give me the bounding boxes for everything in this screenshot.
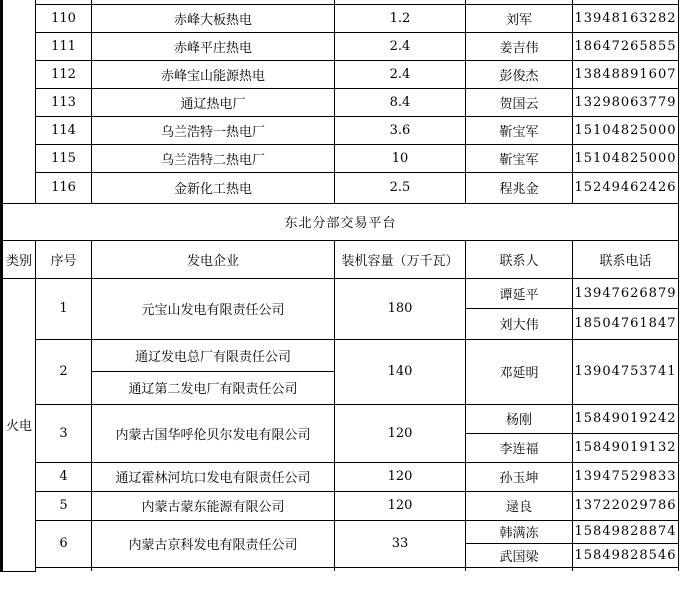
cell-contact[interactable]: 谭延平	[466, 278, 573, 308]
header-contact[interactable]: 联系人	[466, 240, 573, 278]
table-row	[3, 60, 679, 88]
cell-company[interactable]: 乌兰浩特二热电厂	[92, 144, 335, 172]
cell-phone[interactable]: 15849828874	[573, 520, 679, 543]
cell-category-empty[interactable]	[3, 0, 36, 203]
table-row	[3, 144, 679, 172]
cell-contact[interactable]: 靳宝军	[466, 116, 573, 144]
cell-seq[interactable]: 114	[36, 116, 92, 144]
cell-capacity[interactable]: 2.5	[335, 172, 466, 203]
header-company[interactable]: 发电企业	[92, 240, 335, 278]
cell-contact[interactable]: 彭俊杰	[466, 60, 573, 88]
header-capacity[interactable]: 装机容量（万千瓦）	[335, 240, 466, 278]
cell-capacity[interactable]: 180	[335, 278, 466, 339]
cell-partial[interactable]	[36, 567, 92, 571]
table-row	[3, 404, 679, 433]
cell-seq[interactable]: 116	[36, 172, 92, 203]
cell-capacity[interactable]: 33	[335, 520, 466, 567]
cell-partial[interactable]	[573, 567, 679, 571]
cell-company[interactable]: 乌兰浩特一热电厂	[92, 116, 335, 144]
cell-capacity[interactable]: 140	[335, 339, 466, 404]
cell-capacity[interactable]: 3.6	[335, 116, 466, 144]
cell-company[interactable]: 赤峰宝山能源热电	[92, 60, 335, 88]
table-row	[3, 172, 679, 203]
cell-partial[interactable]	[466, 567, 573, 571]
cell-phone[interactable]: 15104825000	[573, 144, 679, 172]
header-row	[3, 240, 679, 278]
cell-seq[interactable]: 111	[36, 32, 92, 60]
cell-phone[interactable]: 15849019132	[573, 433, 679, 462]
cell-company[interactable]: 通辽发电总厂有限责任公司	[92, 339, 335, 371]
cell-seq[interactable]: 4	[36, 462, 92, 491]
cell-capacity[interactable]: 1.2	[335, 4, 466, 32]
cell-company[interactable]: 通辽热电厂	[92, 88, 335, 116]
cell-phone[interactable]: 18647265855	[573, 32, 679, 60]
header-category[interactable]: 类别	[3, 240, 36, 278]
table-row	[3, 278, 679, 308]
cell-company[interactable]: 内蒙古京科发电有限责任公司	[92, 520, 335, 567]
cell-capacity[interactable]: 120	[335, 491, 466, 520]
cell-capacity[interactable]: 2.4	[335, 60, 466, 88]
cell-contact[interactable]: 姜吉伟	[466, 32, 573, 60]
cell-seq[interactable]: 113	[36, 88, 92, 116]
cell-seq[interactable]: 5	[36, 491, 92, 520]
table-row	[3, 32, 679, 60]
cell-company[interactable]: 通辽霍林河坑口发电有限责任公司	[92, 462, 335, 491]
cell-capacity[interactable]: 2.4	[335, 32, 466, 60]
table-row-partial-bottom	[3, 567, 679, 571]
cell-seq[interactable]: 110	[36, 4, 92, 32]
cell-seq[interactable]: 6	[36, 520, 92, 567]
cell-seq[interactable]: 2	[36, 339, 92, 404]
cell-contact[interactable]: 韩满冻	[466, 520, 573, 543]
table-row	[3, 520, 679, 543]
cell-phone[interactable]: 13904753741	[573, 339, 679, 404]
cell-capacity[interactable]: 120	[335, 462, 466, 491]
cell-company[interactable]: 内蒙古国华呼伦贝尔发电有限公司	[92, 404, 335, 462]
power-plant-contact-table	[2, 0, 679, 572]
cell-phone[interactable]: 13947529833	[573, 462, 679, 491]
cell-phone[interactable]: 13948163282	[573, 4, 679, 32]
cell-contact[interactable]: 孙玉坤	[466, 462, 573, 491]
cell-contact[interactable]: 贺国云	[466, 88, 573, 116]
cell-company[interactable]: 内蒙古蒙东能源有限公司	[92, 491, 335, 520]
cell-capacity[interactable]: 10	[335, 144, 466, 172]
cell-company[interactable]: 赤峰大板热电	[92, 4, 335, 32]
cell-company[interactable]: 元宝山发电有限责任公司	[92, 278, 335, 339]
cell-seq[interactable]: 3	[36, 404, 92, 462]
cell-company[interactable]: 赤峰平庄热电	[92, 32, 335, 60]
cell-phone[interactable]: 15849828546	[573, 543, 679, 567]
cell-partial[interactable]	[335, 567, 466, 571]
cell-capacity[interactable]: 120	[335, 404, 466, 462]
cell-phone[interactable]: 15104825000	[573, 116, 679, 144]
cell-capacity[interactable]: 8.4	[335, 88, 466, 116]
cell-category-label[interactable]: 火电	[3, 278, 36, 571]
cell-contact[interactable]: 刘军	[466, 4, 573, 32]
cell-phone[interactable]: 18504761847	[573, 308, 679, 339]
cell-contact[interactable]: 邓延明	[466, 339, 573, 404]
cell-contact[interactable]: 刘大伟	[466, 308, 573, 339]
section-band-row	[3, 203, 679, 240]
cell-phone[interactable]: 15849019242	[573, 404, 679, 433]
table-row	[3, 339, 679, 371]
section-band-title[interactable]: 东北分部交易平台	[3, 203, 679, 240]
cell-seq[interactable]: 1	[36, 278, 92, 339]
header-seq[interactable]: 序号	[36, 240, 92, 278]
table-row	[3, 491, 679, 520]
table-row	[3, 4, 679, 32]
cell-contact[interactable]: 李连福	[466, 433, 573, 462]
cell-phone[interactable]: 13722029786	[573, 491, 679, 520]
cell-contact[interactable]: 逯良	[466, 491, 573, 520]
cell-company[interactable]: 通辽第二发电厂有限责任公司	[92, 371, 335, 404]
cell-contact[interactable]: 靳宝军	[466, 144, 573, 172]
cell-contact[interactable]: 程兆金	[466, 172, 573, 203]
header-phone[interactable]: 联系电话	[573, 240, 679, 278]
cell-contact[interactable]: 武国梁	[466, 543, 573, 567]
table-row	[3, 462, 679, 491]
cell-partial[interactable]	[92, 567, 335, 571]
cell-phone[interactable]: 13298063779	[573, 88, 679, 116]
table-row	[3, 116, 679, 144]
cell-phone[interactable]: 13848891607	[573, 60, 679, 88]
cell-seq[interactable]: 112	[36, 60, 92, 88]
cell-company[interactable]: 金新化工热电	[92, 172, 335, 203]
table-row	[3, 88, 679, 116]
cell-phone[interactable]: 13947626879	[573, 278, 679, 308]
cell-seq[interactable]: 115	[36, 144, 92, 172]
cell-contact[interactable]: 杨刚	[466, 404, 573, 433]
cell-phone[interactable]: 15249462426	[573, 172, 679, 203]
